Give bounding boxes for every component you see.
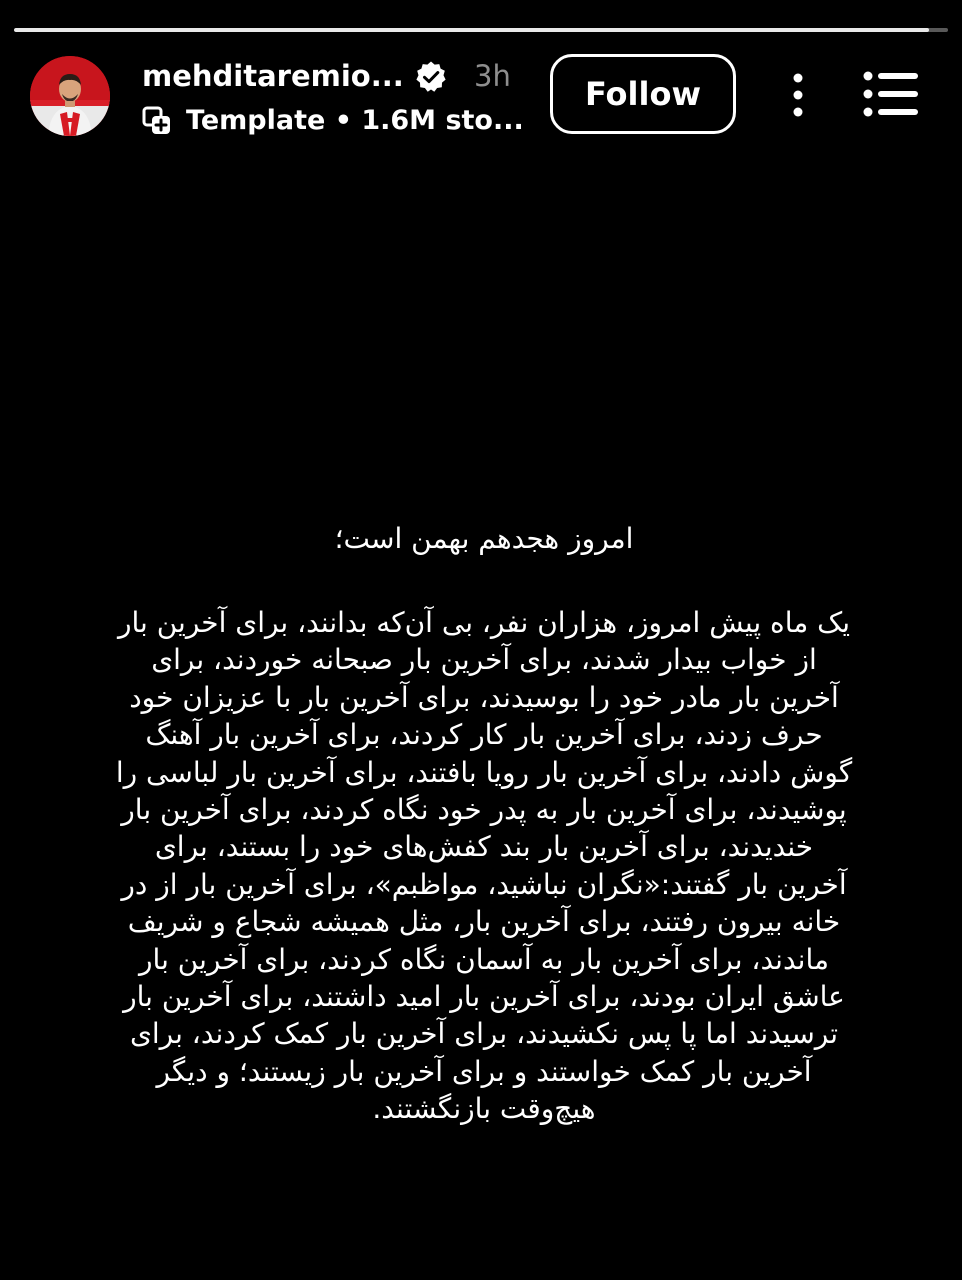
post-time: 3h — [474, 59, 511, 93]
story-heading: امروز هجدهم بهمن است؛ — [334, 522, 634, 555]
menu-list-icon[interactable] — [862, 70, 920, 118]
story-text-block — [70, 512, 898, 1128]
more-vertical-icon[interactable] — [778, 70, 818, 120]
template-info[interactable]: Template • 1.6M sto... — [186, 105, 524, 136]
author-username[interactable]: mehditaremio... — [142, 59, 404, 93]
follow-button[interactable]: Follow — [550, 54, 736, 134]
story-body: یک ماه پیش امروز، هزاران نفر، بی آن‌که بدانند، برای آخرین بار از خواب بیدار شدند، برای آخرین بار صبحانه خوردند، برای آخرین بار مادر خود را بوسیدند، برای آخرین بار با عزیزان خود حرف زدند، برای آخرین بار کار کردند، برای آخرین بار آهنگ گوش دادند، برای آخرین بار رویا بافتند، برای آخرین بار لباسی را پوشیدند، برای آخرین بار به پدر خود نگاه کردند، برای آخرین بار خندیدند، برای آخرین بار بند کفش‌های خود را بستند، برای آخرین بار گفتند:«نگران نباشید، مواظبم»، برای آخرین بار از در خانه بیرون رفتند، برای آخرین بار، مثل همیشه شجاع و شریف ماندند، برای آخرین بار به آسمان نگاه کردند، برای آخرین بار عاشق ایران بودند، برای آخرین بار امید داشتند، برای آخرین بار ترسیدند اما پا پس نکشیدند، برای آخرین بار کمک کردند، برای آخرین بار کمک خواستند و برای آخرین بار زیستند؛ و دیگر هیچ‌وقت بازنگشتند. — [115, 606, 853, 1126]
avatar-photo — [30, 56, 110, 136]
author-avatar[interactable] — [30, 56, 110, 136]
template-icon — [142, 106, 172, 136]
story-progress-bar — [14, 28, 948, 32]
verified-badge-icon — [414, 60, 448, 94]
story-progress-fill — [14, 28, 929, 32]
